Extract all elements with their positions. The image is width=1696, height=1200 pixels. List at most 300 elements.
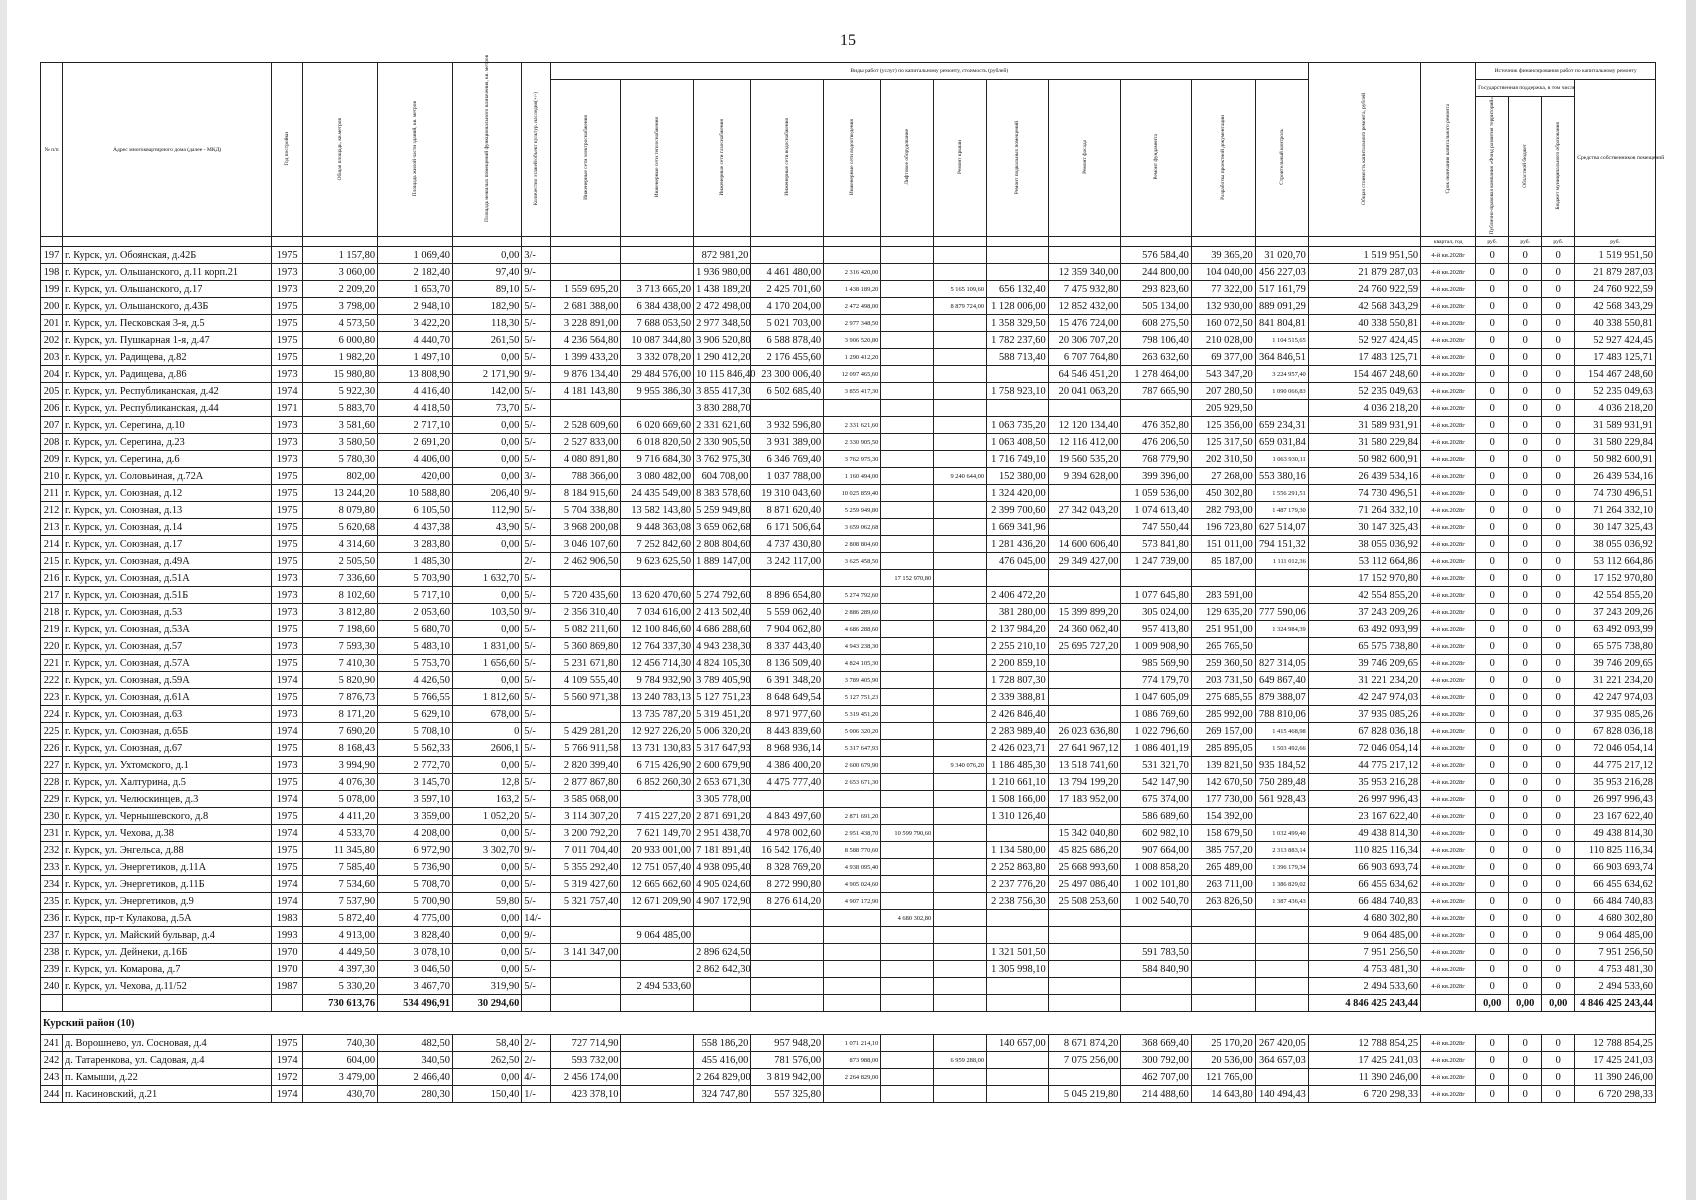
cell-kontr [1255, 910, 1308, 927]
cell-krysha [934, 587, 987, 604]
cell-sobst: 66 455 634,62 [1575, 876, 1656, 893]
cell-n: 226 [41, 740, 63, 757]
cell-f1: 0 [1476, 366, 1509, 383]
table-row [41, 927, 1656, 944]
cell-fasad: 5 045 219,80 [1048, 1086, 1121, 1103]
cell-sobst: 39 746 209,65 [1575, 655, 1656, 672]
table-row [41, 1069, 1656, 1086]
cell-stoim: 52 927 424,45 [1308, 332, 1420, 349]
cell-et: 4/- [522, 1069, 551, 1086]
cell-total: 7 593,30 [303, 638, 378, 655]
cell-stoim: 63 492 093,99 [1308, 621, 1420, 638]
cell-nezh: 0,00 [452, 587, 521, 604]
cell-sobst: 67 828 036,18 [1575, 723, 1656, 740]
cell-zhil: 4 437,38 [378, 519, 453, 536]
cell-n: 213 [41, 519, 63, 536]
cell-f3: 0 [1542, 927, 1575, 944]
cell-kan: 2 472 498,00 [824, 298, 881, 315]
cell-f1: 0 [1476, 247, 1509, 264]
cell-krysha [934, 366, 987, 383]
cell-krysha: 5 165 109,60 [934, 281, 987, 298]
cell-nezh: 0,00 [452, 927, 521, 944]
cell-srok: 4-й кв.2028г [1421, 1086, 1476, 1103]
cell-kontr: 659 234,31 [1255, 417, 1308, 434]
cell-sobst: 9 064 485,00 [1575, 927, 1656, 944]
cell-kan [824, 961, 881, 978]
cell-addr: г. Курск, ул. Ольшанского, д.43Б [63, 298, 272, 315]
cell-fund: 1 002 101,80 [1121, 876, 1191, 893]
cell-total: 4 411,20 [303, 808, 378, 825]
cell-addr: г. Курск, ул. Чехова, д.38 [63, 825, 272, 842]
cell-kan: 2 264 829,00 [824, 1069, 881, 1086]
cell-et: 5/- [522, 315, 551, 332]
cell-f1: 0 [1476, 706, 1509, 723]
cell-srok: 4-й кв.2028г [1421, 1035, 1476, 1052]
cell-tep [621, 247, 694, 264]
cell-fund: 1 074 613,40 [1121, 502, 1191, 519]
cell-f1: 0 [1476, 621, 1509, 638]
cell-n: 222 [41, 672, 63, 689]
cell-et: 5/- [522, 723, 551, 740]
cell-fund: 368 669,40 [1121, 1035, 1191, 1052]
cell-el [550, 570, 620, 587]
cell-el: 3 141 347,00 [550, 944, 620, 961]
table-row [41, 366, 1656, 383]
cell-tep: 2 494 533,60 [621, 978, 694, 995]
header-col-13 [934, 80, 987, 237]
cell-tep: 12 764 337,30 [621, 638, 694, 655]
cell-fund [1121, 570, 1191, 587]
cell-kontr: 879 388,07 [1255, 689, 1308, 706]
cell-sobst: 1 519 951,50 [1575, 247, 1656, 264]
cell-zhil: 420,00 [378, 468, 453, 485]
cell-f1: 0 [1476, 519, 1509, 536]
cell-srok: 4-й кв.2028г [1421, 400, 1476, 417]
cell-gaz: 2 264 829,00 [694, 1069, 751, 1086]
cell-year: 1970 [272, 961, 303, 978]
cell-gaz: 2 951 438,70 [694, 825, 751, 842]
cell-podv [987, 1086, 1049, 1103]
cell-vod: 6 588 878,40 [751, 332, 824, 349]
cell-gaz: 5 317 647,93 [694, 740, 751, 757]
cell-proekt: 154 392,00 [1191, 808, 1255, 825]
cell-fasad [1048, 247, 1121, 264]
cell-kan: 3 659 062,68 [824, 519, 881, 536]
table-row [41, 808, 1656, 825]
cell-total: 4 449,50 [303, 944, 378, 961]
cell-et: 5/- [522, 825, 551, 842]
cell-f2: 0 [1509, 366, 1542, 383]
cell-krysha [934, 876, 987, 893]
cell-f2: 0 [1509, 570, 1542, 587]
cell-fund: 1 278 464,00 [1121, 366, 1191, 383]
cell-podv: 1 716 749,10 [987, 451, 1049, 468]
cell-vod [751, 910, 824, 927]
cell-gaz: 3 762 975,30 [694, 451, 751, 468]
cell-vod: 1 037 788,00 [751, 468, 824, 485]
cell-total: 4 397,30 [303, 961, 378, 978]
cell-sobst: 6 720 298,33 [1575, 1086, 1656, 1103]
cell-fund: 675 374,00 [1121, 791, 1191, 808]
cell-stoim: 53 112 664,86 [1308, 553, 1420, 570]
cell-fasad: 12 359 340,00 [1048, 264, 1121, 281]
cell-zhil: 4 440,70 [378, 332, 453, 349]
cell-lift [881, 1069, 934, 1086]
total-kan [824, 995, 881, 1012]
cell-total: 7 876,73 [303, 689, 378, 706]
cell-total: 15 980,80 [303, 366, 378, 383]
cell-n: 208 [41, 434, 63, 451]
total-f1: 0,00 [1476, 995, 1509, 1012]
cell-f1: 0 [1476, 1052, 1509, 1069]
cell-podv [987, 570, 1049, 587]
cell-sobst: 52 235 049,63 [1575, 383, 1656, 400]
cell-podv [987, 910, 1049, 927]
cell-krysha [934, 842, 987, 859]
cell-nezh: 1 632,70 [452, 570, 521, 587]
cell-year: 1993 [272, 927, 303, 944]
cell-f3: 0 [1542, 808, 1575, 825]
cell-lift [881, 978, 934, 995]
cell-zhil: 4 406,00 [378, 451, 453, 468]
cell-year: 1973 [272, 434, 303, 451]
cell-total: 5 820,90 [303, 672, 378, 689]
section-row [41, 1012, 1656, 1035]
cell-nezh: 0,00 [452, 451, 521, 468]
cell-el: 8 184 915,60 [550, 485, 620, 502]
cell-stoim: 26 439 534,16 [1308, 468, 1420, 485]
cell-podv [987, 247, 1049, 264]
cell-sobst: 49 438 814,30 [1575, 825, 1656, 842]
cell-zhil: 482,50 [378, 1035, 453, 1052]
cell-addr: г. Курск, ул. Серегина, д.6 [63, 451, 272, 468]
cell-tep [621, 1035, 694, 1052]
cell-fasad: 12 852 432,00 [1048, 298, 1121, 315]
cell-addr: г. Курск, ул. Союзная, д.51Б [63, 587, 272, 604]
cell-el: 7 011 704,40 [550, 842, 620, 859]
cell-addr: г. Курск, ул. Союзная, д.13 [63, 502, 272, 519]
cell-srok: 4-й кв.2028г [1421, 536, 1476, 553]
cell-proekt: 25 170,20 [1191, 1035, 1255, 1052]
cell-zhil: 5 753,70 [378, 655, 453, 672]
cell-lift [881, 553, 934, 570]
cell-et: 5/- [522, 570, 551, 587]
header-col-address: Адрес многоквартирного дома (далее - МКД) [63, 63, 272, 237]
cell-proekt: 14 643,80 [1191, 1086, 1255, 1103]
cell-f1: 0 [1476, 587, 1509, 604]
cell-lift [881, 1052, 934, 1069]
cell-kan: 2 331 621,60 [824, 417, 881, 434]
cell-et: 5/- [522, 757, 551, 774]
cell-zhil: 1 497,10 [378, 349, 453, 366]
table-row [41, 876, 1656, 893]
cell-kan [824, 927, 881, 944]
cell-stoim: 67 828 036,18 [1308, 723, 1420, 740]
cell-kontr: 1 503 492,66 [1255, 740, 1308, 757]
cell-f2: 0 [1509, 536, 1542, 553]
table-row [41, 247, 1656, 264]
cell-sobst: 72 046 054,14 [1575, 740, 1656, 757]
cell-podv: 2 255 210,10 [987, 638, 1049, 655]
cell-year: 1975 [272, 468, 303, 485]
cell-kontr [1255, 808, 1308, 825]
cell-tep: 7 688 053,50 [621, 315, 694, 332]
cell-vod: 23 300 006,40 [751, 366, 824, 383]
cell-nezh: 0,00 [452, 825, 521, 842]
cell-addr: г. Курск, ул. Чехова, д.11/52 [63, 978, 272, 995]
cell-kan [824, 1086, 881, 1103]
cell-gaz: 3 659 062,68 [694, 519, 751, 536]
cell-addr: г. Курск, ул. Энгельса, д.88 [63, 842, 272, 859]
cell-gaz: 3 830 288,70 [694, 400, 751, 417]
cell-total: 6 000,80 [303, 332, 378, 349]
cell-gaz: 2 413 502,40 [694, 604, 751, 621]
cell-f3: 0 [1542, 876, 1575, 893]
cell-f1: 0 [1476, 672, 1509, 689]
header-col-14-label: Ремонт подвальных помещений [1014, 120, 1021, 194]
cell-n: 211 [41, 485, 63, 502]
cell-kan: 1 071 214,10 [824, 1035, 881, 1052]
table-row [41, 485, 1656, 502]
cell-srok: 4-й кв.2028г [1421, 621, 1476, 638]
table-row [41, 791, 1656, 808]
cell-f2: 0 [1509, 434, 1542, 451]
table-row [41, 774, 1656, 791]
cell-krysha [934, 264, 987, 281]
cell-gaz: 872 981,20 [694, 247, 751, 264]
table-row [41, 281, 1656, 298]
cell-gaz: 4 824 105,30 [694, 655, 751, 672]
cell-lift [881, 1086, 934, 1103]
cell-fasad: 13 518 741,60 [1048, 757, 1121, 774]
cell-tep: 7 621 149,70 [621, 825, 694, 842]
cell-total: 5 620,68 [303, 519, 378, 536]
table-row [41, 1086, 1656, 1103]
cell-lift [881, 876, 934, 893]
cell-gaz: 5 006 320,20 [694, 723, 751, 740]
cell-f3: 0 [1542, 757, 1575, 774]
cell-f2: 0 [1509, 400, 1542, 417]
cell-et: 5/- [522, 655, 551, 672]
cell-f1: 0 [1476, 451, 1509, 468]
cell-nezh: 0,00 [452, 349, 521, 366]
cell-addr: г. Курск, ул. Союзная, д.59А [63, 672, 272, 689]
cell-f3: 0 [1542, 366, 1575, 383]
cell-stoim: 72 046 054,14 [1308, 740, 1420, 757]
cell-kontr: 553 380,16 [1255, 468, 1308, 485]
cell-el [550, 961, 620, 978]
cell-nezh: 103,50 [452, 604, 521, 621]
cell-proekt: 202 310,50 [1191, 451, 1255, 468]
cell-gaz: 4 938 095,40 [694, 859, 751, 876]
cell-proekt [1191, 961, 1255, 978]
header-col-21 [1476, 97, 1509, 237]
cell-fasad: 7 475 932,80 [1048, 281, 1121, 298]
cell-nezh: 73,70 [452, 400, 521, 417]
cell-f2: 0 [1509, 553, 1542, 570]
header-col-2-label: Год постройки [284, 131, 291, 166]
cell-f2: 0 [1509, 332, 1542, 349]
cell-zhil: 3 597,10 [378, 791, 453, 808]
cell-lift [881, 366, 934, 383]
cell-f1: 0 [1476, 859, 1509, 876]
cell-lift [881, 774, 934, 791]
cell-f3: 0 [1542, 451, 1575, 468]
table-row [41, 893, 1656, 910]
cell-et: 5/- [522, 519, 551, 536]
cell-fund: 1 022 796,60 [1121, 723, 1191, 740]
cell-podv: 656 132,40 [987, 281, 1049, 298]
repair-register-table [40, 54, 1665, 1103]
header-group-state: Государственная поддержка, в том числе [1476, 80, 1575, 97]
cell-f3: 0 [1542, 315, 1575, 332]
cell-nezh: 0,00 [452, 672, 521, 689]
cell-stoim: 7 951 256,50 [1308, 944, 1420, 961]
cell-n: 210 [41, 468, 63, 485]
cell-kan: 2 871 691,20 [824, 808, 881, 825]
cell-kan [824, 400, 881, 417]
cell-f3: 0 [1542, 978, 1575, 995]
cell-el: 5 319 427,60 [550, 876, 620, 893]
header-col-6 [522, 63, 551, 237]
cell-f2: 0 [1509, 485, 1542, 502]
cell-n: 225 [41, 723, 63, 740]
total-kontr [1255, 995, 1308, 1012]
cell-proekt: 543 347,20 [1191, 366, 1255, 383]
header-col-10-label: Инженерные сети водоснабжения [784, 118, 791, 197]
cell-et: 3/- [522, 468, 551, 485]
cell-fund: 1 008 858,20 [1121, 859, 1191, 876]
cell-year: 1975 [272, 298, 303, 315]
cell-srok: 4-й кв.2028г [1421, 332, 1476, 349]
cell-f2: 0 [1509, 417, 1542, 434]
cell-sobst: 42 568 343,29 [1575, 298, 1656, 315]
cell-vod: 4 978 002,60 [751, 825, 824, 842]
cell-podv: 1 324 420,00 [987, 485, 1049, 502]
cell-zhil: 2 948,10 [378, 298, 453, 315]
cell-vod: 8 276 614,20 [751, 893, 824, 910]
header-col-9 [694, 80, 751, 237]
cell-sobst: 154 467 248,60 [1575, 366, 1656, 383]
cell-fund: 1 086 769,60 [1121, 706, 1191, 723]
cell-addr: г. Курск, ул. Ольшанского, д.11 корп.21 [63, 264, 272, 281]
cell-f2: 0 [1509, 740, 1542, 757]
cell-addr: д. Ворошнево, ул. Сосновая, д.4 [63, 1035, 272, 1052]
cell-fund: 505 134,00 [1121, 298, 1191, 315]
cell-el: 4 109 555,40 [550, 672, 620, 689]
cell-stoim: 42 568 343,29 [1308, 298, 1420, 315]
cell-nezh [452, 553, 521, 570]
cell-zhil: 3 828,40 [378, 927, 453, 944]
cell-podv [987, 1052, 1049, 1069]
cell-fasad: 7 075 256,00 [1048, 1052, 1121, 1069]
cell-podv: 1 186 485,30 [987, 757, 1049, 774]
cell-f1: 0 [1476, 570, 1509, 587]
header-col-12-label: Лифтовое оборудование [904, 129, 911, 185]
cell-total: 8 171,20 [303, 706, 378, 723]
cell-vod: 5 021 703,00 [751, 315, 824, 332]
cell-gaz: 1 290 412,20 [694, 349, 751, 366]
header-units-row [41, 237, 1656, 247]
cell-vod: 4 843 497,60 [751, 808, 824, 825]
table-row [41, 859, 1656, 876]
total-gaz [694, 995, 751, 1012]
cell-krysha [934, 1069, 987, 1086]
cell-fasad [1048, 689, 1121, 706]
cell-el: 3 200 792,20 [550, 825, 620, 842]
cell-et: 5/- [522, 383, 551, 400]
cell-podv: 140 657,00 [987, 1035, 1049, 1052]
cell-tep [621, 791, 694, 808]
header-col-10 [751, 80, 824, 237]
cell-kan [824, 944, 881, 961]
cell-vod: 781 576,00 [751, 1052, 824, 1069]
cell-tep: 9 623 625,50 [621, 553, 694, 570]
cell-et: 5/- [522, 638, 551, 655]
cell-podv: 1 321 501,50 [987, 944, 1049, 961]
cell-kan: 5 274 792,60 [824, 587, 881, 604]
cell-f3: 0 [1542, 910, 1575, 927]
cell-year: 1974 [272, 672, 303, 689]
cell-vod: 3 931 389,00 [751, 434, 824, 451]
cell-krysha [934, 655, 987, 672]
table-row [41, 621, 1656, 638]
cell-nezh: 1 052,20 [452, 808, 521, 825]
header-col-4-label: Площадь жилой части зданий, кв. метров [411, 101, 418, 197]
cell-kan: 12 097 465,60 [824, 366, 881, 383]
cell-krysha [934, 1086, 987, 1103]
cell-n: 214 [41, 536, 63, 553]
cell-sobst: 17 152 970,80 [1575, 570, 1656, 587]
cell-n: 221 [41, 655, 63, 672]
cell-f2: 0 [1509, 638, 1542, 655]
cell-et: 5/- [522, 502, 551, 519]
cell-nezh: 89,10 [452, 281, 521, 298]
cell-stoim: 6 720 298,33 [1308, 1086, 1420, 1103]
cell-addr: г. Курск, ул. Союзная, д.49А [63, 553, 272, 570]
cell-sobst: 42 554 855,20 [1575, 587, 1656, 604]
cell-tep: 3 080 482,00 [621, 468, 694, 485]
cell-srok: 4-й кв.2028г [1421, 774, 1476, 791]
cell-total: 5 078,00 [303, 791, 378, 808]
cell-total: 604,00 [303, 1052, 378, 1069]
cell-krysha [934, 927, 987, 944]
unit-cell [934, 237, 987, 247]
cell-fund: 798 106,40 [1121, 332, 1191, 349]
cell-el [550, 400, 620, 417]
cell-gaz: 1 936 980,00 [694, 264, 751, 281]
cell-f3: 0 [1542, 621, 1575, 638]
header-col-20 [1421, 63, 1476, 237]
cell-n: 217 [41, 587, 63, 604]
cell-proekt: 285 895,05 [1191, 740, 1255, 757]
cell-proekt [1191, 910, 1255, 927]
cell-stoim: 110 825 116,34 [1308, 842, 1420, 859]
cell-proekt [1191, 927, 1255, 944]
cell-year: 1975 [272, 689, 303, 706]
cell-kontr: 1 324 984,39 [1255, 621, 1308, 638]
cell-srok: 4-й кв.2028г [1421, 791, 1476, 808]
cell-srok: 4-й кв.2028г [1421, 519, 1476, 536]
cell-lift [881, 315, 934, 332]
cell-sobst: 40 338 550,81 [1575, 315, 1656, 332]
cell-lift [881, 791, 934, 808]
cell-addr: г. Курск, ул. Союзная, д.14 [63, 519, 272, 536]
unit-cell: руб. [1542, 237, 1575, 247]
cell-fund: 591 783,50 [1121, 944, 1191, 961]
cell-fund: 573 841,80 [1121, 536, 1191, 553]
cell-fasad: 27 641 967,12 [1048, 740, 1121, 757]
